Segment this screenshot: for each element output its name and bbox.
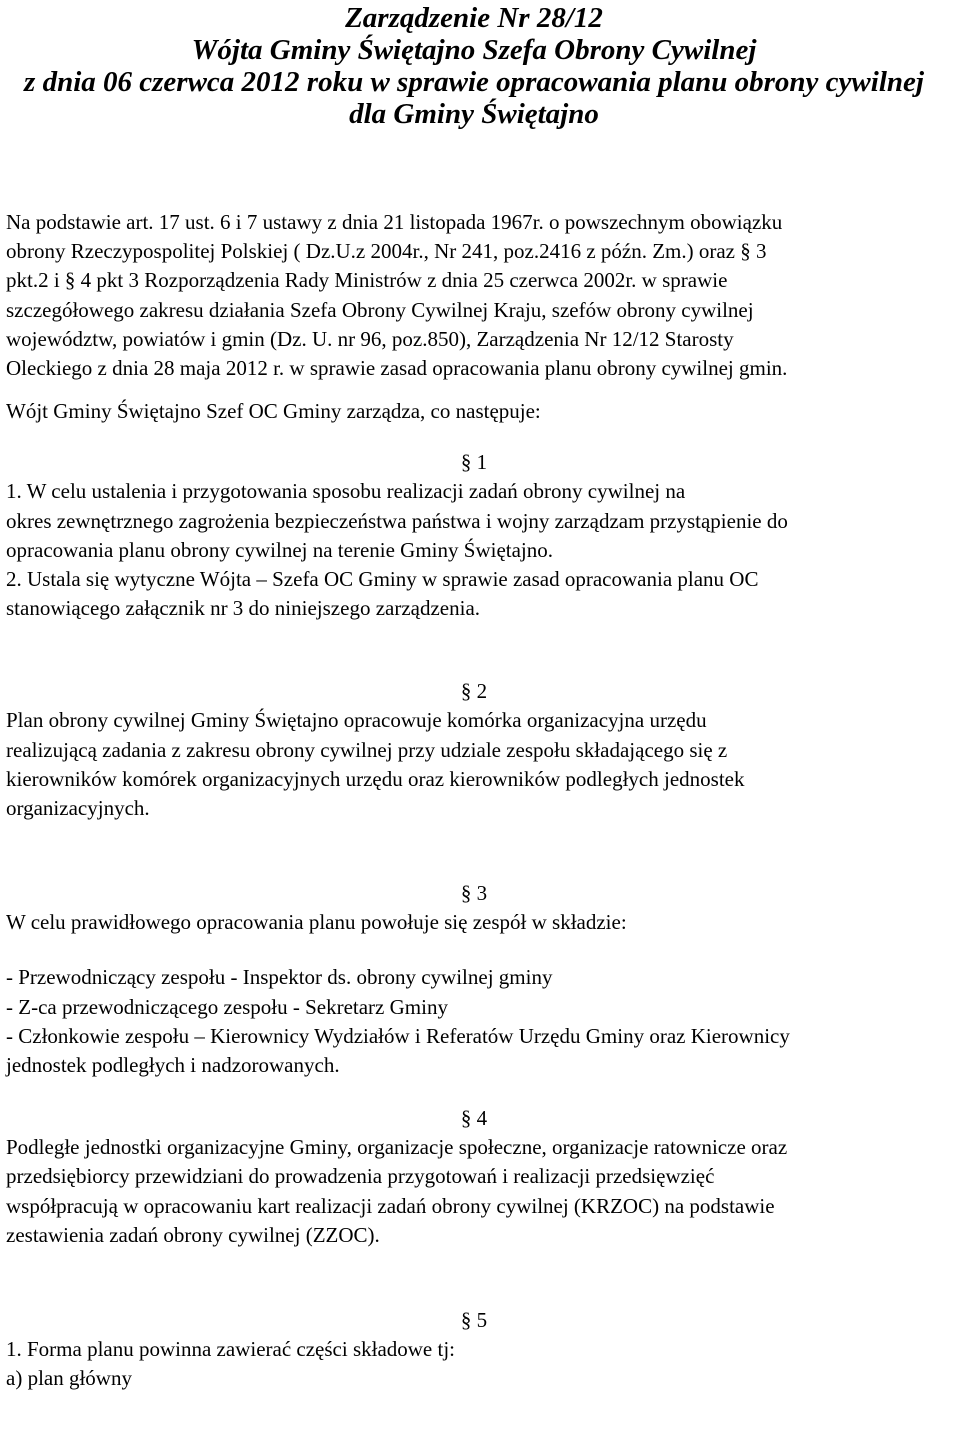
section-line: 1. Forma planu powinna zawierać części składowe tj:: [6, 1337, 456, 1362]
section-line: okres zewnętrznego zagrożenia bezpieczeństwa państwa i wojny zarządzam przystąpienie do: [6, 508, 788, 533]
list-item: - Członkowie zespołu – Kierownicy Wydziałów i Referatów Urzędu Gminy oraz Kierownicy: [6, 1023, 790, 1048]
section-mark-3: § 3: [460, 881, 488, 906]
header-issuer: Wójta Gminy Świętajno Szefa Obrony Cywilnej: [191, 34, 757, 66]
decree-line: Wójt Gminy Świętajno Szef OC Gminy zarządza, co następuje:: [6, 399, 541, 424]
section-line: kierowników komórek organizacyjnych urzędu oraz kierowników podległych jednostek: [6, 766, 745, 791]
section-1-body: [6, 477, 942, 623]
section-mark-2: § 2: [460, 679, 488, 704]
spacer: [6, 937, 942, 963]
section-3-body: [6, 908, 942, 937]
decree-statement: [6, 397, 942, 426]
section-line: a) plan główny: [6, 1366, 132, 1391]
intro-line: Na podstawie art. 17 ust. 6 i 7 ustawy z dnia 21 listopada 1967r. o powszechnym obowiązku: [6, 210, 783, 234]
spacer: [6, 1250, 942, 1306]
section-line: opracowania planu obrony cywilnej na terenie Gminy Świętajno.: [6, 537, 554, 562]
header-scope: dla Gminy Świętajno: [349, 98, 599, 130]
intro-line: Oleckiego z dnia 28 maja 2012 r. w sprawie zasad opracowania planu obrony cywilnej gmin.: [6, 356, 788, 381]
section-line: Plan obrony cywilnej Gminy Świętajno opracowuje komórka organizacyjna urzędu: [6, 708, 707, 733]
section-line: W celu prawidłowego opracowania planu powołuje się zespół w składzie:: [6, 910, 627, 935]
section-mark-1: § 1: [460, 450, 488, 475]
list-item: jednostek podległych i nadzorowanych.: [6, 1053, 340, 1078]
spacer: [6, 426, 942, 448]
section-2-body: [6, 706, 942, 823]
spacer: [6, 623, 942, 677]
section-line: stanowiącego załącznik nr 3 do niniejszego zarządzenia.: [6, 596, 481, 621]
section-mark-4: § 4: [460, 1106, 488, 1131]
section-line: zestawienia zadań obrony cywilnej (ZZOC).: [6, 1222, 380, 1247]
spacer: [6, 383, 942, 397]
header-date-subject: z dnia 06 czerwca 2012 roku w sprawie opracowania planu obrony cywilnej: [24, 66, 924, 98]
intro-line: szczegółowego zakresu działania Szefa Obrony Cywilnej Kraju, szefów obrony cywilnej: [6, 297, 754, 322]
section-line: współpracują w opracowaniu kart realizacji zadań obrony cywilnej (KRZOC) na podstawie: [6, 1193, 775, 1218]
list-item: - Z-ca przewodniczącego zespołu - Sekretarz Gminy: [6, 994, 448, 1019]
intro-line: pkt.2 i § 4 pkt 3 Rozporządzenia Rady Ministrów z dnia 25 czerwca 2002r. w sprawie: [6, 268, 728, 293]
document-header: [6, 0, 942, 130]
section-line: 1. W celu ustalenia i przygotowania sposobu realizacji zadań obrony cywilnej na: [6, 479, 686, 504]
intro-line: województw, powiatów i gmin (Dz. U. nr 96, poz.850), Zarządzenia Nr 12/12 Starosty: [6, 326, 734, 351]
spacer: [6, 1080, 942, 1104]
spacer: [6, 130, 942, 208]
section-line: 2. Ustala się wytyczne Wójta – Szefa OC Gminy w sprawie zasad opracowania planu OC: [6, 567, 759, 592]
section-line: realizującą zadania z zakresu obrony cywilnej przy udziale zespołu składającego się z: [6, 737, 728, 762]
spacer: [6, 823, 942, 879]
list-item: - Przewodniczący zespołu - Inspektor ds. obrony cywilnej gminy: [6, 965, 553, 990]
section-4-body: [6, 1133, 942, 1250]
team-composition-list: [6, 963, 942, 1080]
intro-line: obrony Rzeczypospolitej Polskiej ( Dz.U.z 2004r., Nr 241, poz.2416 z późn. Zm.) oraz § 3: [6, 239, 767, 264]
intro-paragraph: [6, 208, 942, 383]
section-line: przedsiębiorcy przewidziani do prowadzenia przygotowań i realizacji przedsięwzięć: [6, 1164, 715, 1189]
section-mark-5: § 5: [460, 1308, 488, 1333]
section-line: organizacyjnych.: [6, 796, 150, 821]
header-title: Zarządzenie Nr 28/12: [345, 2, 603, 34]
section-5-body: [6, 1335, 942, 1393]
section-line: Podległe jednostki organizacyjne Gminy, organizacje społeczne, organizacje ratownicze oraz: [6, 1135, 788, 1160]
